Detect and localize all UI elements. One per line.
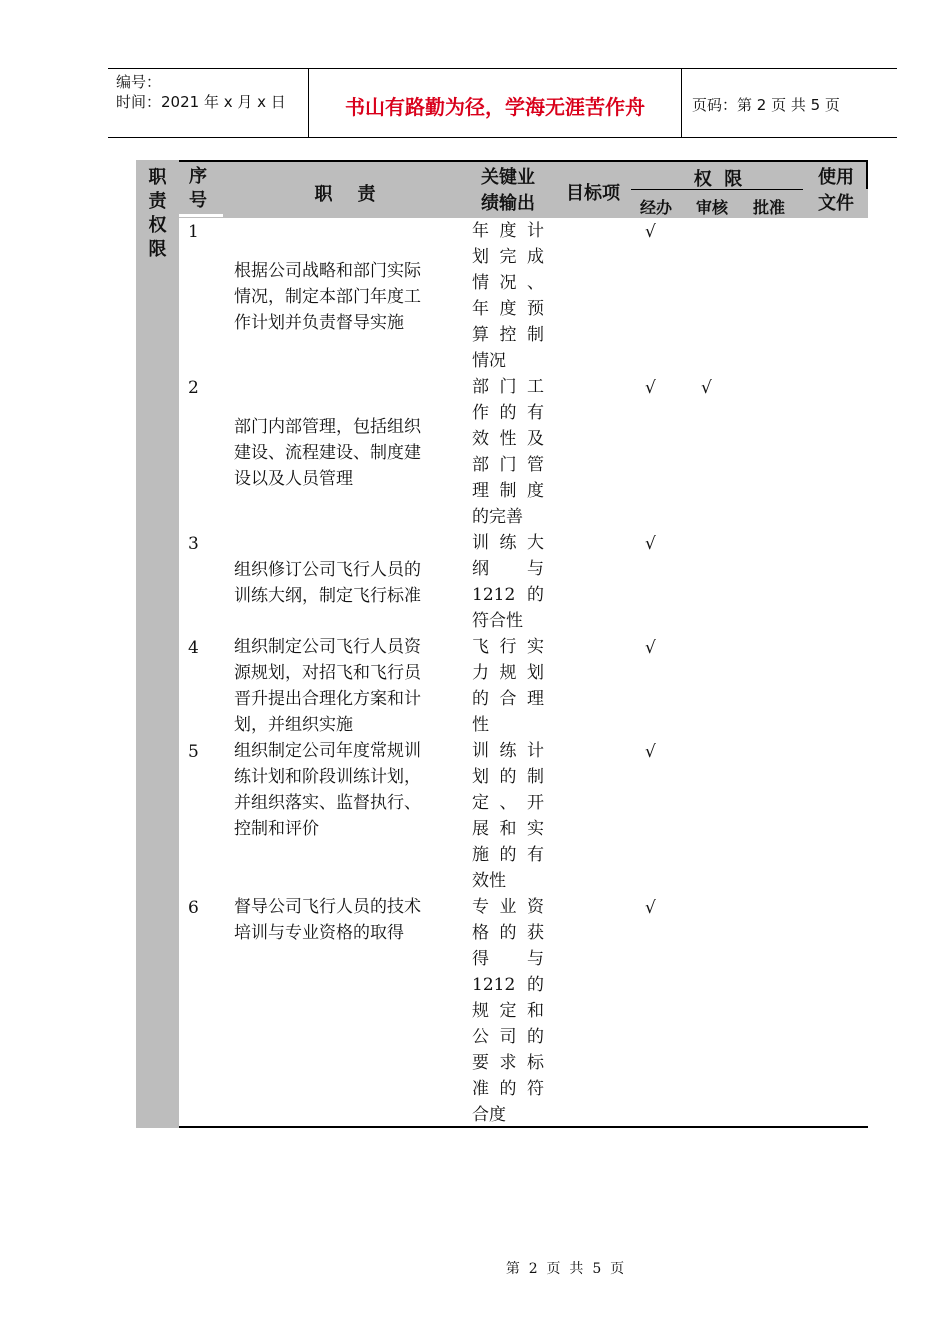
row-number: 5 [188,742,199,762]
row-duty: 部门内部管理，包括组织 建设、流程建设、制度建 设以及人员管理 [234,417,421,489]
header-handle: 经办 [640,198,673,217]
row-duty: 组织制定公司年度常规训 练计划和阶段训练计划， 并组织落实、监督执行、 控制和评价 [234,741,421,839]
row-number: 1 [188,222,199,242]
table-bottom-border [179,1126,868,1128]
header-meta-cell [108,69,309,137]
row-duty: 根据公司战略和部门实际 情况，制定本部门年度工 作计划并负责督导实施 [234,261,421,333]
header-page-cell [682,69,897,137]
row-number: 3 [188,534,199,554]
slogan: 书山有路勤为径，学海无涯苦作舟 [345,95,645,119]
time-label: 时间：2021 年 x 月 x 日 [116,93,286,111]
row-kpi: 训练大 纲 与 1212 的 符合性 [472,533,544,631]
row-kpi: 专业资 格的获 得 与 1212 的 规定和 公司的 要求标 准的符 合度 [472,897,544,1125]
header-seq: 序 号 [189,166,207,211]
check-handle: √ [645,378,656,398]
header-target: 目标项 [566,183,620,204]
check-handle: √ [645,742,656,762]
divider [866,160,868,189]
divider [179,214,223,217]
side-column [136,160,179,1128]
row-kpi: 训练计 划的制 定、开 展和实 施的有 效性 [472,741,544,891]
row-number: 4 [188,638,199,658]
row-number: 2 [188,378,199,398]
number-label: 编号： [116,73,162,91]
document-header [108,68,897,138]
header-review: 审核 [696,198,729,217]
check-handle: √ [645,638,656,658]
header-slogan-cell [309,69,682,137]
row-kpi: 部门工 作的有 效性及 部门管 理制度 的完善 [472,377,544,527]
row-duty: 督导公司飞行人员的技术 培训与专业资格的取得 [234,897,421,943]
header-approve: 批准 [753,198,786,217]
header-docs: 使用 文件 [818,167,854,214]
row-duty: 组织制定公司飞行人员资 源规划，对招飞和飞行员 晋升提出合理化方案和计 划，并组织实施 [234,637,421,735]
page-footer: 第 2 页 共 5 页 [505,1261,625,1277]
row-number: 6 [188,898,199,918]
side-label: 职 责 权 限 [148,167,167,260]
check-handle: √ [645,898,656,918]
header-authority: 权 限 [693,169,743,190]
check-handle: √ [645,534,656,554]
check-handle: √ [645,222,656,242]
row-kpi: 飞行实 力规划 的合理 性 [472,637,544,735]
header-duty: 职 责 [314,184,376,205]
page-info: 页码：第 2 页 共 5 页 [692,96,840,114]
row-duty: 组织修订公司飞行人员的 训练大纲，制定飞行标准 [234,560,421,606]
row-kpi: 年度计 划完成 情况、 年度预 算控制 情况 [472,221,544,371]
header-kpi: 关键业 绩输出 [481,167,535,214]
check-review: √ [701,378,712,398]
